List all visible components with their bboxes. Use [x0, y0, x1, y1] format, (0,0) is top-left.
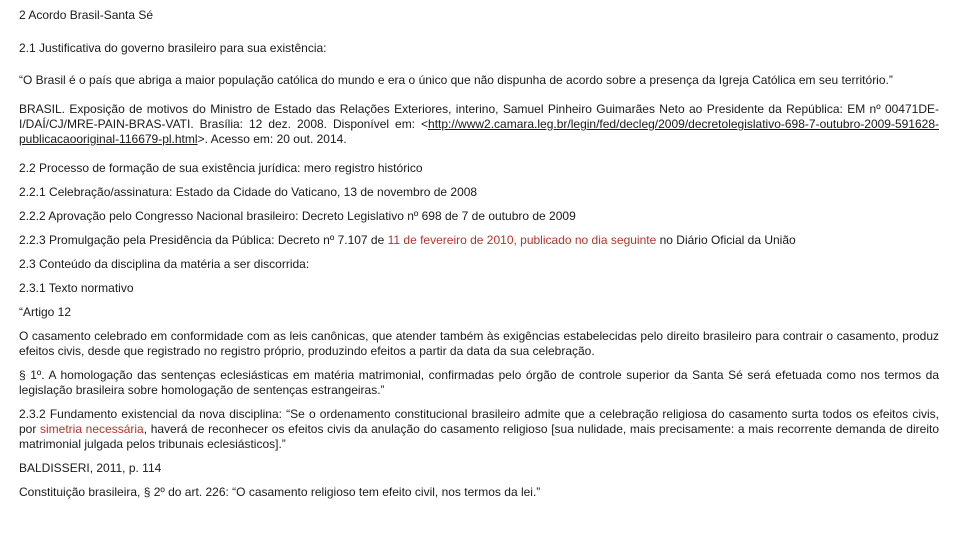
fundamento-highlight: simetria necessária	[40, 422, 144, 436]
texto-normativo-title: 2.3.1 Texto normativo	[19, 281, 134, 295]
promulgacao-item	[19, 233, 939, 248]
citation-link[interactable]: http://www2.camara.leg.br/legin/fed/decleg/2009/decretolegislativo-698-7-outubro-2009-591628-publicacaooriginal-116679-pl.html	[19, 117, 939, 146]
citation-reference	[19, 102, 939, 147]
constituicao-reference: Constituição brasileira, § 2º do art. 226: “O casamento religioso tem efeito civil, nos termos da lei.”	[19, 485, 541, 499]
promulgacao-text-after: no Diário Oficial da União	[656, 233, 796, 247]
conteudo-title: 2.3 Conteúdo da disciplina da matéria a ser discorrida:	[19, 257, 310, 271]
celebracao-item: 2.2.1 Celebração/assinatura: Estado da Cidade do Vaticano, 13 de novembro de 2008	[19, 185, 478, 199]
artigo-paragrafo: § 1º. A homologação das sentenças eclesiásticas em matéria matrimonial, confirmadas pelo órgão de controle superior da Santa Sé será efetuada como nos termos da legislação brasileira sobre homologação de sentenças estrangeiras.”	[19, 368, 939, 397]
section-heading: 2 Acordo Brasil-Santa Sé	[19, 8, 154, 22]
citation-text-after: >. Acesso em: 20 out. 2014.	[197, 132, 347, 146]
citation-text-before: BRASIL. Exposição de motivos do Ministro de Estado das Relações Exteriores, interino, Samuel Pinheiro Guimarães Neto ao Presidente da República: EM nº 00471DE-I/DAÍ/CJ/MRE-PAIN-BRAS-VATI. Brasília: 12 dez. 2008. Disponível em: <	[19, 102, 939, 131]
aprovacao-item: 2.2.2 Aprovação pelo Congresso Nacional brasileiro: Decreto Legislativo nº 698 de 7 de outubro de 2009	[19, 209, 576, 223]
processo-title: 2.2 Processo de formação de sua existência jurídica: mero registro histórico	[19, 161, 423, 175]
document-page	[19, 8, 939, 500]
fundamento-item	[19, 407, 939, 452]
promulgacao-text-before: 2.2.3 Promulgação pela Presidência da Pública: Decreto nº 7.107 de	[19, 233, 388, 247]
government-quote: “O Brasil é o país que abriga a maior população católica do mundo e era o único que não dispunha de acordo sobre a presença da Igreja Católica em seu território.”	[19, 73, 893, 87]
fundamento-text-after: , haverá de reconhecer os efeitos civis da anulação do casamento religioso [sua nulidade, mais precisamente: a mais recorrente demanda de direito matrimonial julgada pelos tribunais eclesiásticos].”	[19, 422, 939, 451]
justificativa-title: 2.1 Justificativa do governo brasileiro para sua existência:	[19, 41, 327, 55]
artigo-caput: O casamento celebrado em conformidade com as leis canônicas, que atender também às exigências estabelecidas pelo direito brasileiro para contrair o casamento, produz efeitos civis, desde que registrado no registro próprio, produzindo efeitos a partir da data da sua celebração.	[19, 329, 939, 358]
fundamento-text-before: 2.3.2 Fundamento existencial da nova disciplina: “Se o ordenamento constitucional brasileiro admite que a celebração religiosa do casamento surta todos os efeitos civis, por	[19, 407, 939, 436]
baldisseri-reference: BALDISSERI, 2011, p. 114	[19, 461, 162, 475]
artigo-heading: “Artigo 12	[19, 305, 72, 319]
promulgacao-highlight: 11 de fevereiro de 2010, publicado no dia seguinte	[387, 233, 657, 247]
